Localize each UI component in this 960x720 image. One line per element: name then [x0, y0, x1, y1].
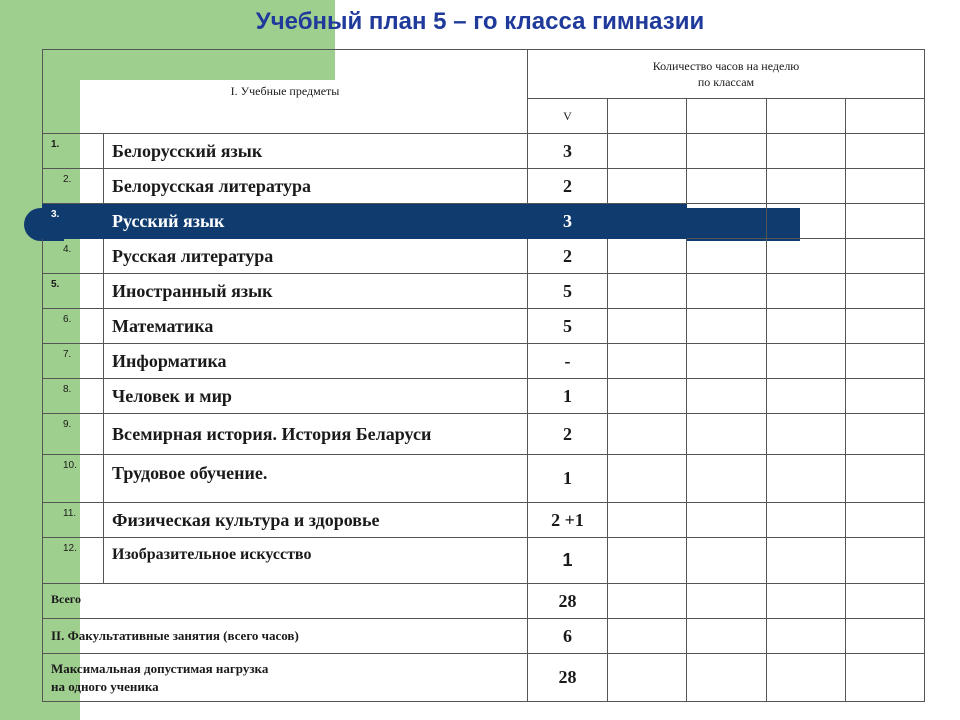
empty-cell	[846, 584, 925, 619]
hours-value: 5	[528, 309, 608, 344]
empty-cell	[846, 169, 925, 204]
empty-cell	[608, 204, 687, 239]
empty-cell	[687, 503, 767, 538]
empty-cell	[687, 379, 767, 414]
subject-name: Иностранный язык	[104, 274, 528, 309]
empty-cell	[608, 239, 687, 274]
empty-cell	[846, 455, 925, 503]
table-row	[43, 169, 925, 204]
row-number: 6.	[43, 309, 104, 344]
subject-name: Всемирная история. История Беларуси	[104, 414, 528, 455]
empty-cell	[767, 239, 846, 274]
table-row	[43, 379, 925, 414]
hours-value: 5	[528, 274, 608, 309]
row-number: 11.	[43, 503, 104, 538]
empty-cell	[608, 134, 687, 169]
subject-name: Математика	[104, 309, 528, 344]
hours-value: 3	[528, 204, 608, 239]
subject-name: Физическая культура и здоровье	[104, 503, 528, 538]
hours-value: 2 +1	[528, 503, 608, 538]
empty-cell	[767, 584, 846, 619]
empty-cell	[687, 309, 767, 344]
empty-cell	[687, 455, 767, 503]
empty-cell	[608, 99, 687, 134]
table-row	[43, 309, 925, 344]
subject-name: Информатика	[104, 344, 528, 379]
total-hours: 28	[528, 584, 608, 619]
empty-cell	[687, 99, 767, 134]
empty-cell	[846, 344, 925, 379]
empty-cell	[767, 379, 846, 414]
table-row	[43, 503, 925, 538]
hours-value: 1	[528, 455, 608, 503]
hours-value: 3	[528, 134, 608, 169]
subjects-header	[43, 50, 528, 134]
total-row	[43, 584, 925, 619]
table-row	[43, 134, 925, 169]
empty-cell	[687, 414, 767, 455]
empty-cell	[846, 538, 925, 584]
empty-cell	[608, 455, 687, 503]
table-row	[43, 344, 925, 379]
empty-cell	[687, 169, 767, 204]
max-load-hours: 28	[528, 654, 608, 702]
empty-cell	[767, 99, 846, 134]
subject-name: Русский язык	[104, 204, 528, 239]
empty-cell	[767, 274, 846, 309]
hours-value: 2	[528, 169, 608, 204]
optional-row	[43, 619, 925, 654]
empty-cell	[767, 654, 846, 702]
empty-cell	[846, 204, 925, 239]
max-load-label-line1: Максимальная допустимая нагрузка	[51, 660, 269, 676]
table-row	[43, 538, 925, 584]
hours-header-line2: по классам	[697, 75, 755, 89]
empty-cell	[687, 204, 767, 239]
row-number: 12.	[43, 538, 104, 584]
empty-cell	[608, 584, 687, 619]
empty-cell	[608, 274, 687, 309]
subject-name: Русская литература	[104, 239, 528, 274]
table-row	[43, 414, 925, 455]
subject-name: Человек и мир	[104, 379, 528, 414]
empty-cell	[687, 239, 767, 274]
subjects-header-label: I. Учебные предметы	[230, 84, 340, 98]
empty-cell	[687, 344, 767, 379]
empty-cell	[767, 344, 846, 379]
empty-cell	[687, 274, 767, 309]
hours-value: 1	[528, 538, 608, 584]
grade-header: V	[528, 99, 608, 134]
table-row	[43, 274, 925, 309]
empty-cell	[846, 379, 925, 414]
empty-cell	[846, 503, 925, 538]
max-load-row	[43, 654, 925, 702]
empty-cell	[767, 309, 846, 344]
subject-name: Трудовое обучение.	[104, 455, 528, 503]
empty-cell	[767, 455, 846, 503]
empty-cell	[687, 584, 767, 619]
row-number: 2.	[43, 169, 104, 204]
empty-cell	[608, 344, 687, 379]
subject-name: Белорусская литература	[104, 169, 528, 204]
empty-cell	[846, 619, 925, 654]
row-number: 5.	[43, 274, 104, 309]
row-number: 3.	[43, 204, 104, 239]
empty-cell	[767, 204, 846, 239]
max-load-label	[43, 654, 528, 702]
max-load-label-line2: на одного ученика	[51, 678, 159, 694]
hours-value: 1	[528, 379, 608, 414]
hours-value: 2	[528, 414, 608, 455]
hours-header	[528, 50, 925, 99]
row-number: 10.	[43, 455, 104, 503]
page-title: Учебный план 5 – го класса гимназии	[255, 8, 705, 35]
hours-header-line1: Количество часов на неделю	[652, 59, 800, 73]
empty-cell	[608, 503, 687, 538]
empty-cell	[687, 619, 767, 654]
subject-name: Изобразительное искусство	[104, 538, 528, 584]
row-number: 1.	[43, 134, 104, 169]
empty-cell	[608, 309, 687, 344]
total-label: Всего	[43, 584, 528, 619]
empty-cell	[608, 654, 687, 702]
empty-cell	[767, 538, 846, 584]
empty-cell	[767, 619, 846, 654]
empty-cell	[846, 134, 925, 169]
empty-cell	[846, 99, 925, 134]
row-number: 9.	[43, 414, 104, 455]
empty-cell	[608, 538, 687, 584]
empty-cell	[846, 309, 925, 344]
header-row	[43, 50, 925, 99]
table-row-highlighted	[43, 204, 925, 239]
table-row	[43, 239, 925, 274]
empty-cell	[767, 503, 846, 538]
optional-hours: 6	[528, 619, 608, 654]
row-number: 7.	[43, 344, 104, 379]
empty-cell	[767, 134, 846, 169]
empty-cell	[846, 414, 925, 455]
table-row	[43, 455, 925, 503]
curriculum-table	[42, 49, 925, 702]
row-number: 4.	[43, 239, 104, 274]
empty-cell	[687, 538, 767, 584]
empty-cell	[846, 274, 925, 309]
empty-cell	[608, 619, 687, 654]
empty-cell	[846, 654, 925, 702]
subject-name: Белорусский язык	[104, 134, 528, 169]
empty-cell	[687, 134, 767, 169]
empty-cell	[608, 414, 687, 455]
row-number: 8.	[43, 379, 104, 414]
hours-value: -	[528, 344, 608, 379]
empty-cell	[767, 414, 846, 455]
empty-cell	[608, 379, 687, 414]
empty-cell	[846, 239, 925, 274]
empty-cell	[767, 169, 846, 204]
empty-cell	[608, 169, 687, 204]
hours-value: 2	[528, 239, 608, 274]
empty-cell	[687, 654, 767, 702]
optional-label: II. Факультативные занятия (всего часов)	[43, 619, 528, 654]
